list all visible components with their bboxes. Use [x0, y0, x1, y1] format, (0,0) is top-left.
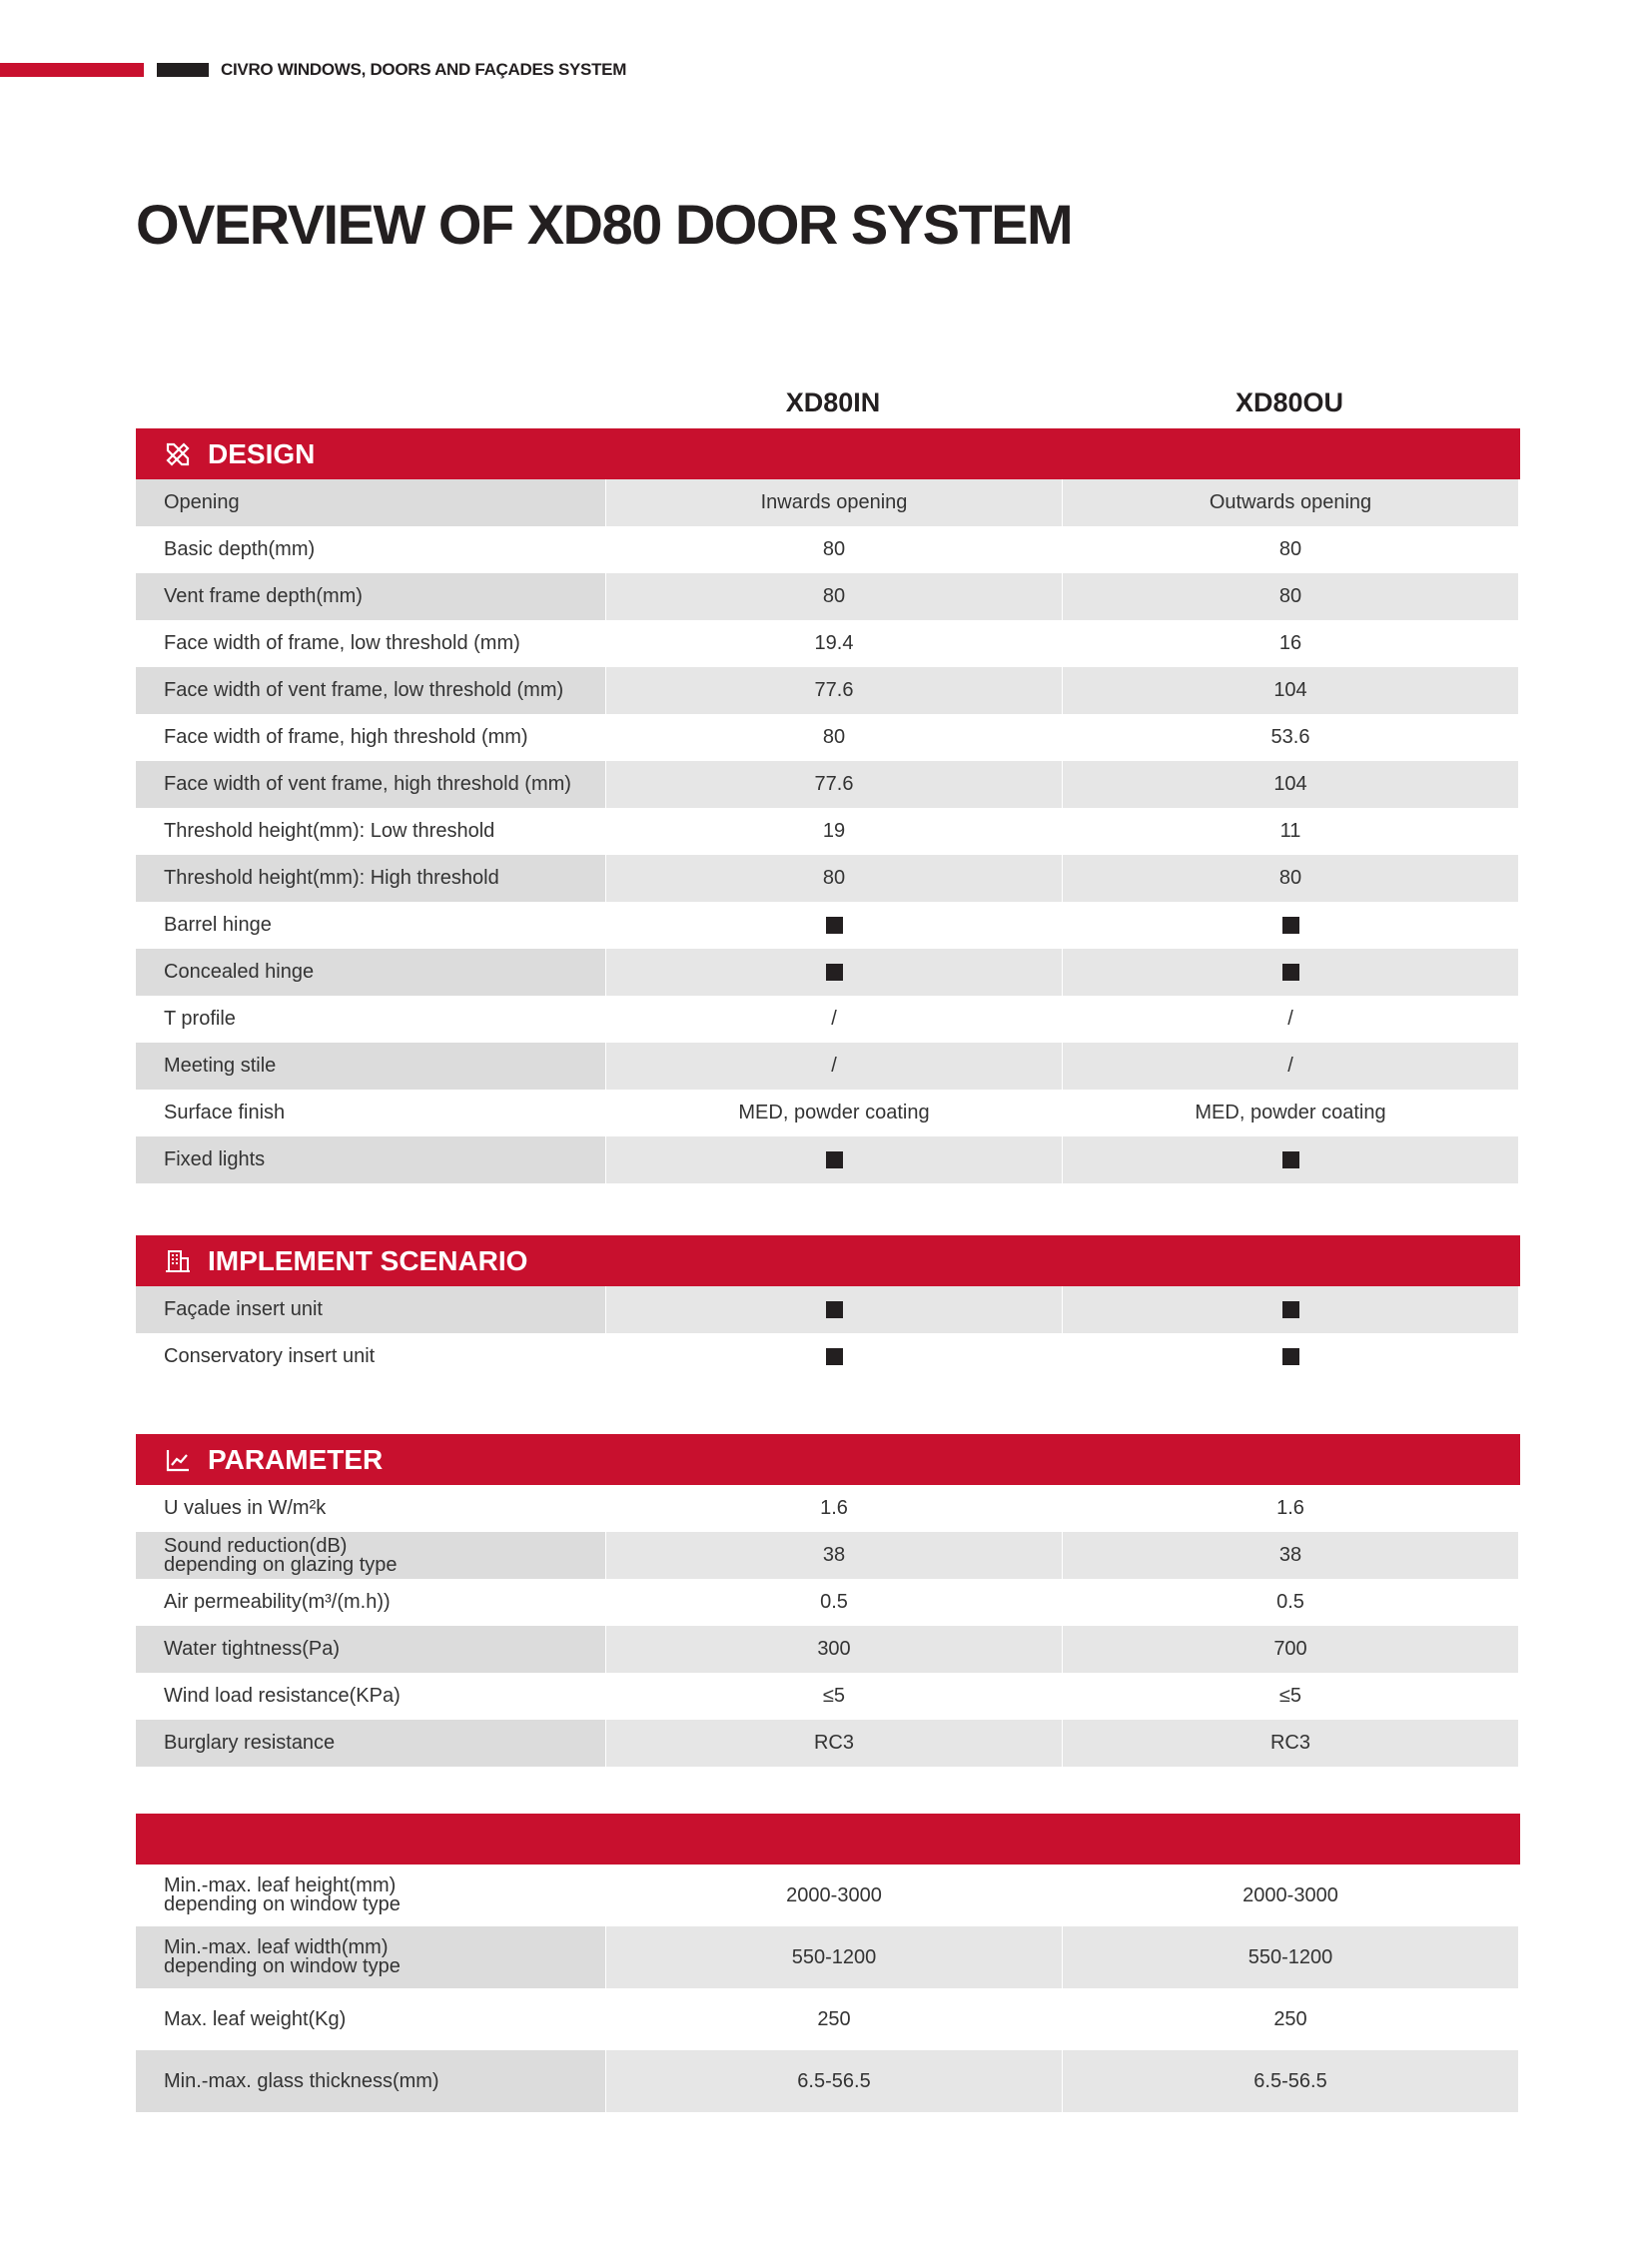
- cell-value: 38: [822, 1544, 846, 1566]
- row-label: [136, 1485, 605, 1532]
- row-label: [136, 526, 605, 573]
- cell-value: 80: [822, 538, 846, 560]
- table-row: [136, 2050, 1520, 2112]
- cell-xd80ou: [1063, 1043, 1518, 1090]
- table-row: [136, 714, 1520, 761]
- row-label-text: Air permeability(m³/(m.h)): [164, 1591, 391, 1613]
- row-label: [136, 761, 605, 808]
- header-dark-bar: [157, 63, 209, 77]
- parameter-section-header: [136, 1434, 1520, 1485]
- cell-xd80in: [606, 1136, 1062, 1183]
- row-label-text: Concealed hinge: [164, 961, 315, 983]
- cell-xd80ou: [1063, 526, 1518, 573]
- cell-xd80ou: [1063, 1926, 1518, 1988]
- design-rows: [136, 479, 1520, 1183]
- row-label: [136, 855, 605, 902]
- cell-xd80in: [606, 1926, 1062, 1988]
- table-row: [136, 1043, 1520, 1090]
- cell-value: 0.5: [1276, 1591, 1304, 1613]
- cell-xd80ou: [1063, 1673, 1518, 1720]
- cell-value: ≤5: [1278, 1685, 1302, 1707]
- cell-xd80in: [606, 1090, 1062, 1136]
- building-icon: [164, 1247, 192, 1275]
- cell-xd80in: [606, 1720, 1062, 1767]
- row-label: [136, 573, 605, 620]
- row-label: [136, 808, 605, 855]
- dimensions-section-header: [136, 1814, 1520, 1865]
- row-label: [136, 1333, 605, 1380]
- row-label-text: Face width of vent frame, high threshold (mm): [164, 773, 571, 795]
- parameter-rows: [136, 1485, 1520, 1767]
- row-label-text: U values in W/m²k: [164, 1497, 327, 1519]
- cell-xd80ou: [1063, 902, 1518, 949]
- header-accent-bar: [0, 63, 144, 77]
- cell-xd80ou: [1063, 667, 1518, 714]
- cell-xd80ou: [1063, 479, 1518, 526]
- cell-xd80ou: [1063, 855, 1518, 902]
- cell-xd80ou: [1063, 2050, 1518, 2112]
- row-label-subtext: depending on window type: [164, 1955, 401, 1977]
- row-label: [136, 1626, 605, 1673]
- row-label-text: Façade insert unit: [164, 1298, 323, 1320]
- row-label: [136, 949, 605, 996]
- cell-xd80ou: [1063, 1136, 1518, 1183]
- table-row: [136, 1865, 1520, 1926]
- row-label: [136, 1720, 605, 1767]
- cell-xd80ou: [1063, 761, 1518, 808]
- table-row: [136, 1286, 1520, 1333]
- cell-xd80in: [606, 1485, 1062, 1532]
- cell-value: 550-1200: [791, 1945, 877, 1968]
- table-row: [136, 1926, 1520, 1988]
- row-label-text: Surface finish: [164, 1102, 286, 1123]
- cell-xd80ou: [1063, 1579, 1518, 1626]
- cell-xd80ou: [1063, 1485, 1518, 1532]
- cell-value: Outwards opening: [1209, 491, 1372, 513]
- row-label: [136, 1865, 605, 1926]
- row-label: [136, 1532, 605, 1579]
- cell-value: /: [831, 1055, 837, 1077]
- cell-xd80in: [606, 1626, 1062, 1673]
- cell-value: 80: [1278, 538, 1302, 560]
- cell-value: 0.5: [820, 1591, 848, 1613]
- cell-xd80ou: [1063, 1988, 1518, 2050]
- row-label-text: Min.-max. leaf width(mm): [164, 1936, 389, 1958]
- cell-xd80in: [606, 1286, 1062, 1333]
- cell-value: 6.5-56.5: [1253, 2069, 1327, 2092]
- row-label-text: Conservatory insert unit: [164, 1345, 376, 1367]
- design-section: [136, 428, 1520, 1183]
- parameter-section-title: PARAMETER: [208, 1443, 384, 1475]
- row-label-text: T profile: [164, 1008, 236, 1030]
- implement-section: [136, 1235, 1520, 1380]
- cell-xd80in: [606, 1579, 1062, 1626]
- cell-value: 77.6: [814, 679, 854, 701]
- row-label: [136, 714, 605, 761]
- cell-value: ≤5: [822, 1685, 846, 1707]
- table-row: [136, 526, 1520, 573]
- cell-xd80ou: [1063, 573, 1518, 620]
- cell-value: 19.4: [814, 632, 854, 654]
- row-label-text: Face width of frame, high threshold (mm): [164, 726, 528, 748]
- table-row: [136, 667, 1520, 714]
- row-label-text: Sound reduction(dB): [164, 1534, 348, 1557]
- cell-value: 80: [822, 726, 846, 748]
- cell-value: 250: [817, 2007, 851, 2030]
- row-label: [136, 1926, 605, 1988]
- table-row: [136, 808, 1520, 855]
- table-row: [136, 855, 1520, 902]
- filled-square-icon: [826, 917, 843, 934]
- cell-value: RC3: [1269, 1732, 1310, 1754]
- row-label: [136, 1579, 605, 1626]
- cell-xd80in: [606, 855, 1062, 902]
- cell-value: 80: [1278, 867, 1302, 889]
- cell-xd80ou: [1063, 808, 1518, 855]
- filled-square-icon: [826, 1151, 843, 1168]
- row-label-text: Threshold height(mm): Low threshold: [164, 820, 495, 842]
- cell-xd80in: [606, 1865, 1062, 1926]
- cell-value: 1.6: [820, 1497, 848, 1519]
- table-row: [136, 1626, 1520, 1673]
- row-label: [136, 1090, 605, 1136]
- filled-square-icon: [826, 1348, 843, 1365]
- column-header-xd80in: XD80IN: [785, 387, 881, 417]
- implement-rows: [136, 1286, 1520, 1380]
- cell-value: MED, powder coating: [738, 1102, 930, 1123]
- cell-xd80ou: [1063, 714, 1518, 761]
- cell-xd80in: [606, 1333, 1062, 1380]
- dimensions-rows: [136, 1865, 1520, 2112]
- table-row: [136, 1090, 1520, 1136]
- chart-icon: [164, 1446, 192, 1474]
- table-row: [136, 949, 1520, 996]
- cell-value: 2000-3000: [786, 1883, 882, 1906]
- filled-square-icon: [1282, 1301, 1299, 1318]
- cell-value: 38: [1278, 1544, 1302, 1566]
- filled-square-icon: [826, 964, 843, 981]
- row-label: [136, 479, 605, 526]
- row-label-text: Meeting stile: [164, 1055, 277, 1077]
- row-label-text: Min.-max. glass thickness(mm): [164, 2069, 439, 2092]
- brand-line: CIVRO WINDOWS, DOORS AND FAÇADES SYSTEM: [221, 60, 627, 79]
- dimensions-section: [136, 1814, 1520, 2112]
- row-label: [136, 902, 605, 949]
- cell-value: /: [1287, 1055, 1293, 1077]
- row-label-text: Threshold height(mm): High threshold: [164, 867, 499, 889]
- cell-value: 16: [1278, 632, 1302, 654]
- column-header-xd80ou: XD80OU: [1235, 387, 1344, 417]
- row-label: [136, 1043, 605, 1090]
- design-section-title: DESIGN: [208, 437, 316, 469]
- table-row: [136, 573, 1520, 620]
- cell-xd80in: [606, 1988, 1062, 2050]
- row-label-text: Wind load resistance(KPa): [164, 1685, 401, 1707]
- cell-value: 80: [822, 867, 846, 889]
- table-row: [136, 902, 1520, 949]
- table-row: [136, 1485, 1520, 1532]
- cell-value: 550-1200: [1247, 1945, 1333, 1968]
- row-label: [136, 996, 605, 1043]
- row-label-text: Fixed lights: [164, 1148, 266, 1170]
- implement-section-header: [136, 1235, 1520, 1286]
- row-label: [136, 1988, 605, 2050]
- cell-xd80in: [606, 667, 1062, 714]
- design-section-header: [136, 428, 1520, 479]
- cell-xd80ou: [1063, 1286, 1518, 1333]
- cell-value: Inwards opening: [760, 491, 908, 513]
- cell-value: 104: [1273, 679, 1307, 701]
- row-label-subtext: depending on window type: [164, 1893, 401, 1915]
- design-tools-icon: [164, 440, 192, 468]
- table-row: [136, 1579, 1520, 1626]
- row-label-text: Face width of frame, low threshold (mm): [164, 632, 520, 654]
- cell-value: 77.6: [814, 773, 854, 795]
- row-label: [136, 620, 605, 667]
- table-row: [136, 1988, 1520, 2050]
- row-label-text: Vent frame depth(mm): [164, 585, 363, 607]
- table-row: [136, 1532, 1520, 1579]
- row-label: [136, 1136, 605, 1183]
- row-label-subtext: depending on glazing type: [164, 1553, 398, 1576]
- table-row: [136, 1720, 1520, 1767]
- cell-xd80in: [606, 1532, 1062, 1579]
- cell-xd80in: [606, 573, 1062, 620]
- table-row: [136, 761, 1520, 808]
- cell-xd80in: [606, 479, 1062, 526]
- row-label-text: Basic depth(mm): [164, 538, 316, 560]
- cell-xd80in: [606, 526, 1062, 573]
- cell-xd80ou: [1063, 1720, 1518, 1767]
- cell-xd80ou: [1063, 996, 1518, 1043]
- cell-value: 6.5-56.5: [797, 2069, 871, 2092]
- implement-section-title: IMPLEMENT SCENARIO: [208, 1244, 528, 1276]
- cell-xd80ou: [1063, 1333, 1518, 1380]
- row-label-text: Min.-max. leaf height(mm): [164, 1874, 397, 1896]
- cell-value: 2000-3000: [1242, 1883, 1338, 1906]
- table-row: [136, 996, 1520, 1043]
- filled-square-icon: [1282, 917, 1299, 934]
- cell-xd80in: [606, 902, 1062, 949]
- row-label: [136, 2050, 605, 2112]
- cell-value: 700: [1273, 1638, 1307, 1660]
- cell-value: MED, powder coating: [1195, 1102, 1386, 1123]
- cell-xd80ou: [1063, 949, 1518, 996]
- page-title: OVERVIEW OF XD80 DOOR SYSTEM: [136, 193, 1073, 256]
- cell-xd80in: [606, 1673, 1062, 1720]
- cell-xd80in: [606, 714, 1062, 761]
- cell-value: /: [1287, 1008, 1293, 1030]
- cell-value: 19: [822, 820, 846, 842]
- table-row: [136, 479, 1520, 526]
- table-row: [136, 1333, 1520, 1380]
- row-label-text: Water tightness(Pa): [164, 1638, 340, 1660]
- cell-value: 11: [1279, 820, 1301, 842]
- row-label-text: Barrel hinge: [164, 914, 272, 936]
- cell-value: RC3: [813, 1732, 854, 1754]
- cell-value: 250: [1273, 2007, 1307, 2030]
- cell-xd80in: [606, 808, 1062, 855]
- table-row: [136, 1673, 1520, 1720]
- row-label-text: Max. leaf weight(Kg): [164, 2007, 347, 2030]
- filled-square-icon: [826, 1301, 843, 1318]
- cell-value: 1.6: [1276, 1497, 1304, 1519]
- cell-xd80in: [606, 2050, 1062, 2112]
- cell-xd80in: [606, 996, 1062, 1043]
- parameter-section: [136, 1434, 1520, 1767]
- cell-xd80in: [606, 761, 1062, 808]
- table-row: [136, 1136, 1520, 1183]
- cell-value: 104: [1273, 773, 1307, 795]
- row-label: [136, 1286, 605, 1333]
- cell-value: 80: [822, 585, 846, 607]
- filled-square-icon: [1282, 1348, 1299, 1365]
- cell-xd80ou: [1063, 1090, 1518, 1136]
- cell-xd80ou: [1063, 1865, 1518, 1926]
- cell-value: 53.6: [1270, 726, 1310, 748]
- row-label: [136, 1673, 605, 1720]
- row-label-text: Burglary resistance: [164, 1732, 336, 1754]
- row-label-text: Face width of vent frame, low threshold (mm): [164, 679, 564, 701]
- cell-xd80ou: [1063, 1532, 1518, 1579]
- row-label: [136, 667, 605, 714]
- cell-xd80ou: [1063, 1626, 1518, 1673]
- cell-xd80in: [606, 949, 1062, 996]
- cell-value: 80: [1278, 585, 1302, 607]
- cell-value: 300: [817, 1638, 851, 1660]
- cell-xd80ou: [1063, 620, 1518, 667]
- cell-xd80in: [606, 1043, 1062, 1090]
- row-label-text: Opening: [164, 491, 240, 513]
- cell-xd80in: [606, 620, 1062, 667]
- table-row: [136, 620, 1520, 667]
- filled-square-icon: [1282, 964, 1299, 981]
- cell-value: /: [831, 1008, 837, 1030]
- filled-square-icon: [1282, 1151, 1299, 1168]
